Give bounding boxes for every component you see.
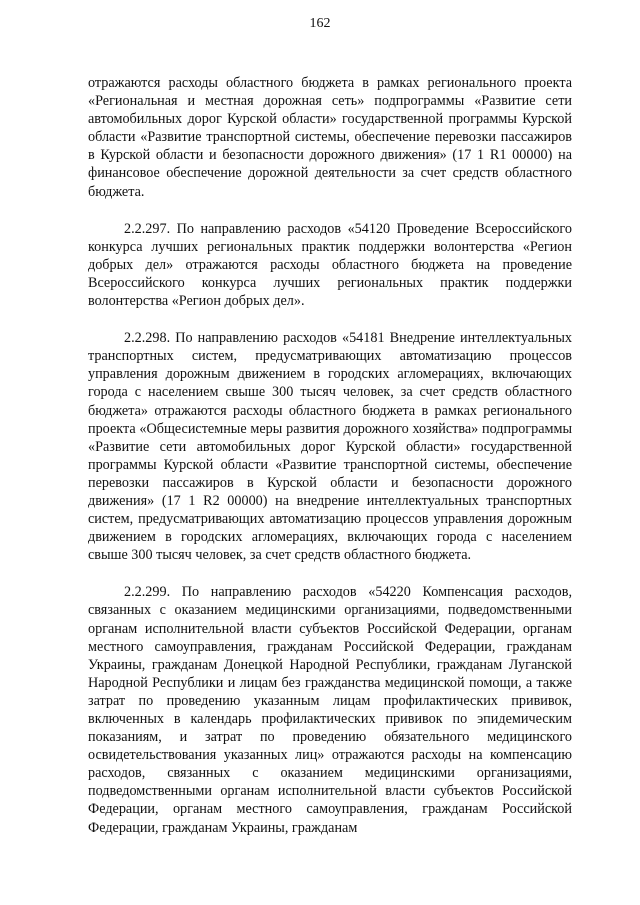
document-body bbox=[88, 74, 572, 837]
paragraph-2-2-299: 2.2.299. По направлению расходов «54220 Компенсация расходов, связанных с оказанием медицинскими организациями, подведомственными органам исполнительной власти субъектов Российской Федерации, органам местного самоуправления, гражданам Российской Федерации, гражданам Украины, гражданам Донецкой Народной Республики, гражданам Луганской Народной Республики и лицам без гражданства медицинской помощи, а также затрат по проведению указанным лицам профилактических прививок, включенных в календарь профилактических прививок по эпидемическим показаниям, и затрат по проведению обязательного медицинского освидетельствования указанных лиц» отражаются расходы на компенсацию расходов, связанных с оказанием медицинскими организациями, подведомственными органам исполнительной власти субъектов Российской Федерации, органам местного самоуправления, гражданам Российской Федерации, гражданам Украины, гражданам bbox=[88, 584, 572, 836]
paragraph-2-2-297: 2.2.297. По направлению расходов «54120 Проведение Всероссийского конкурса лучших региональных практик поддержки волонтерства «Регион добрых дел» отражаются расходы областного бюджета на проведение Всероссийского конкурса лучших региональных практик поддержки волонтерства «Регион добрых дел». bbox=[88, 220, 572, 310]
page-number: 162 bbox=[309, 16, 331, 31]
paragraph-continuation: отражаются расходы областного бюджета в рамках регионального проекта «Региональная и местная дорожная сеть» подпрограммы «Развитие сети автомобильных дорог Курской области» государственной программы Курской области «Развитие транспортной системы, обеспечение перевозки пассажиров в Курской области и безопасности дорожного движения» (17 1 R1 00000) на финансовое обеспечение дорожной деятельности за счет средств областного бюджета. bbox=[88, 75, 572, 200]
paragraph-2-2-298: 2.2.298. По направлению расходов «54181 Внедрение интеллектуальных транспортных систем, предусматривающих автоматизацию процессов управления дорожным движением в городских агломерациях, включающих города с населением свыше 300 тысяч человек, за счет средств областного бюджета» отражаются расходы областного бюджета в рамках регионального проекта «Общесистемные меры развития дорожного хозяйства» подпрограммы «Развитие сети автомобильных дорог Курской области» государственной программы Курской области «Развитие транспортной системы, обеспечение перевозки пассажиров в Курской области и безопасности дорожного движения» (17 1 R2 00000) на внедрение интеллектуальных транспортных систем, предусматривающих автоматизацию процессов управления дорожным движением в городских агломерациях, включающих города с населением свыше 300 тысяч человек, за счет средств областного бюджета. bbox=[88, 330, 572, 564]
